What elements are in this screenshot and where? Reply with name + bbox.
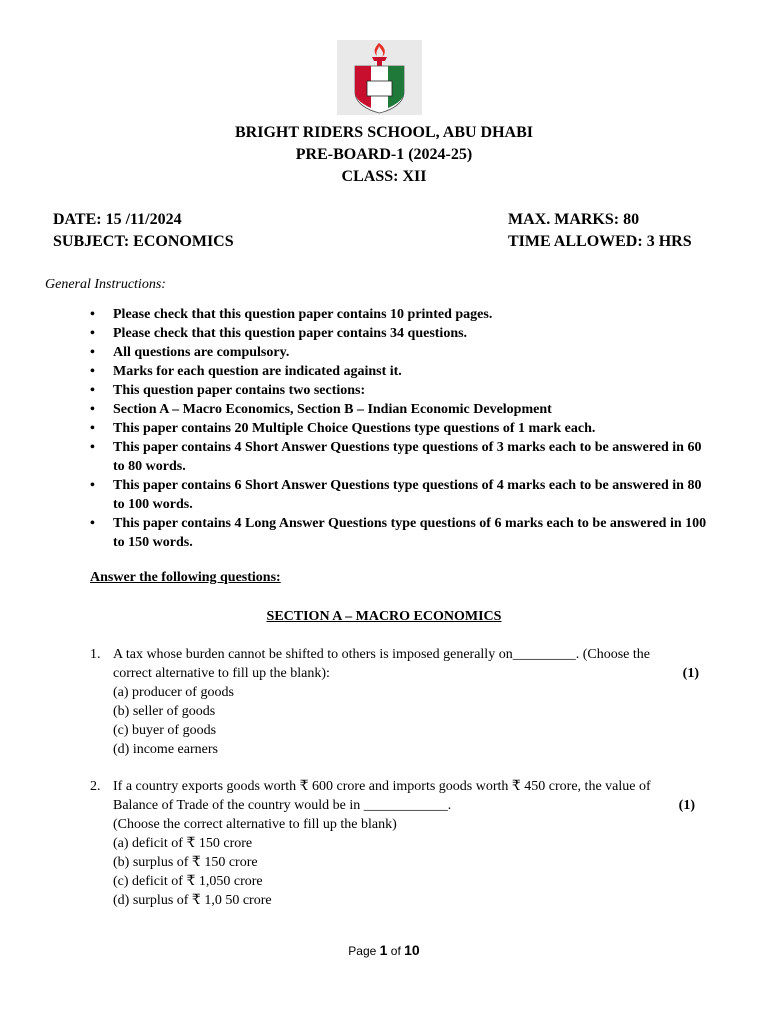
question-number: 1.	[90, 647, 101, 662]
question-instruction: (Choose the correct alternative to fill up the blank)	[113, 817, 397, 832]
option: (a) producer of goods	[113, 685, 234, 700]
bullet-icon: •	[90, 345, 95, 360]
page-number: 1	[379, 942, 388, 958]
option: (a) deficit of ₹ 150 crore	[113, 836, 253, 851]
question-marks: (1)	[678, 798, 695, 813]
question-1	[90, 645, 705, 759]
list-item: • Section A – Macro Economics, Section B – Indian Economic Development	[90, 402, 552, 417]
question-text: A tax whose burden cannot be shifted to others is imposed generally on_________. (Choose the	[113, 647, 650, 662]
total-pages: 10	[404, 942, 420, 958]
option: (b) surplus of ₹ 150 crore	[113, 855, 258, 870]
option: (c) deficit of ₹ 1,050 crore	[113, 874, 263, 889]
bullet-icon: •	[90, 307, 95, 322]
page-footer	[0, 942, 768, 958]
max-marks: MAX. MARKS: 80	[508, 211, 640, 228]
list-item: • Marks for each question are indicated against it.	[90, 364, 402, 379]
instructions-title: General Instructions:	[45, 277, 166, 292]
bullet-icon: •	[90, 402, 95, 417]
class-label: CLASS: XII	[341, 168, 427, 185]
time-allowed: TIME ALLOWED: 3 HRS	[508, 233, 692, 250]
bullet-icon: •	[90, 421, 95, 436]
question-text: correct alternative to fill up the blank):	[113, 666, 330, 681]
list-item: • All questions are compulsory.	[90, 345, 290, 360]
list-item: • Please check that this question paper contains 10 printed pages.	[90, 307, 493, 322]
question-2	[90, 777, 705, 910]
question-marks: (1)	[682, 666, 699, 681]
list-item: • This paper contains 4 Long Answer Questions type questions of 6 marks each to be answered in 100 to 150 words.	[90, 516, 707, 550]
option: (d) surplus of ₹ 1,0 50 crore	[113, 893, 272, 908]
question-text: If a country exports goods worth ₹ 600 crore and imports goods worth ₹ 450 crore, the value of	[113, 779, 651, 794]
bullet-icon: •	[90, 364, 95, 379]
question-number: 2.	[90, 779, 101, 794]
bullet-icon: •	[90, 383, 95, 398]
bullet-icon: •	[90, 440, 95, 455]
school-name: BRIGHT RIDERS SCHOOL, ABU DHABI	[235, 124, 533, 141]
exam-title: PRE-BOARD-1 (2024-25)	[295, 146, 473, 163]
bullet-icon: •	[90, 516, 95, 531]
list-item: • This question paper contains two sections:	[90, 383, 366, 398]
option: (b) seller of goods	[113, 704, 216, 719]
question-text: Balance of Trade of the country would be in ____________.	[113, 798, 452, 813]
bullet-icon: •	[90, 478, 95, 493]
section-heading: SECTION A – MACRO ECONOMICS	[266, 609, 502, 624]
school-logo	[337, 40, 422, 115]
bullet-icon: •	[90, 326, 95, 341]
exam-date: DATE: 15 /11/2024	[53, 211, 182, 228]
page-word: Page	[348, 944, 377, 958]
list-item: • This paper contains 20 Multiple Choice Questions type questions of 1 mark each.	[90, 421, 596, 436]
exam-subject: SUBJECT: ECONOMICS	[53, 233, 234, 250]
school-crest-icon	[337, 40, 422, 115]
instructions-list	[90, 305, 715, 552]
option: (d) income earners	[113, 742, 218, 757]
list-item: • This paper contains 6 Short Answer Questions type questions of 4 marks each to be answered in 80 to 100 words.	[90, 478, 702, 512]
of-word: of	[390, 944, 401, 958]
option: (c) buyer of goods	[113, 723, 217, 738]
answer-heading: Answer the following questions:	[90, 570, 281, 585]
list-item: • This paper contains 4 Short Answer Questions type questions of 3 marks each to be answered in 60 to 80 words.	[90, 440, 702, 474]
list-item: • Please check that this question paper contains 34 questions.	[90, 326, 468, 341]
